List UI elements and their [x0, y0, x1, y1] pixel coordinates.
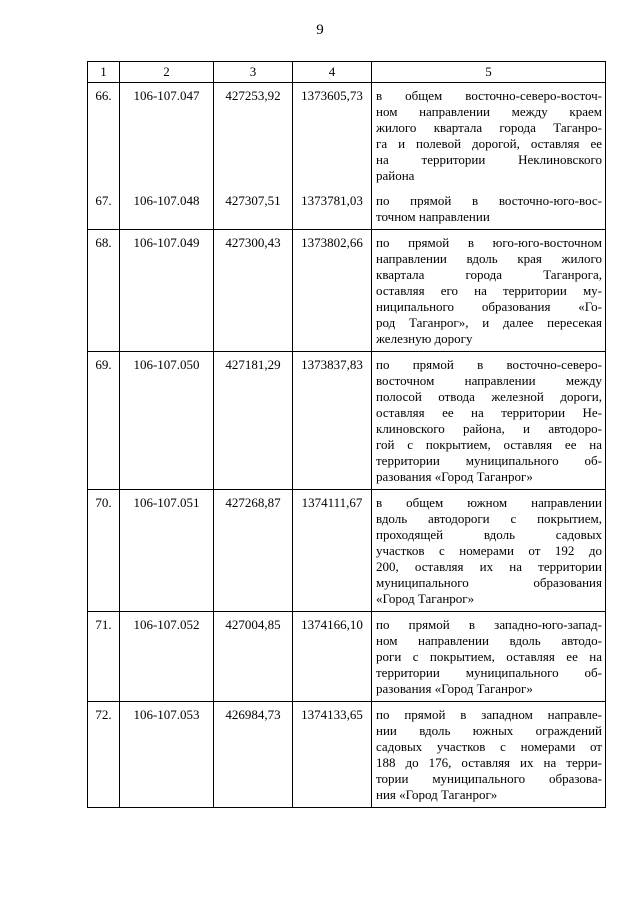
description-line: в общем южном направлении [376, 495, 602, 510]
coordinate-x: 427307,51 [214, 188, 293, 230]
column-header-2: 2 [120, 62, 214, 83]
row-number: 66. [88, 83, 120, 189]
column-header-1: 1 [88, 62, 120, 83]
description-line: оставляя ее на территории Не- [376, 405, 602, 420]
coordinate-y: 1374166,10 [293, 612, 372, 702]
boundary-description [372, 702, 606, 808]
point-code: 106-107.051 [120, 490, 214, 612]
description-line: разования «Город Таганрог» [376, 469, 533, 484]
boundary-description [372, 83, 606, 189]
row-number: 72. [88, 702, 120, 808]
coordinate-x: 427004,85 [214, 612, 293, 702]
description-line: территории муниципального об- [376, 665, 602, 680]
column-header-4: 4 [293, 62, 372, 83]
table-row [88, 188, 606, 230]
row-number: 69. [88, 352, 120, 490]
boundary-description [372, 490, 606, 612]
point-code: 106-107.047 [120, 83, 214, 189]
description-line: ниципального образования «Го- [376, 299, 602, 314]
coordinate-y: 1374111,67 [293, 490, 372, 612]
description-line: жилого квартала города Таганро- [376, 120, 602, 135]
description-line: участков с номерами от 192 до [376, 543, 602, 558]
column-header-3: 3 [214, 62, 293, 83]
description-line: проходящей вдоль садовых [376, 527, 602, 542]
table-body [88, 83, 606, 808]
description-line: территории муниципального об- [376, 453, 602, 468]
description-line: садовых участков с номерами от [376, 739, 602, 754]
description-line: железную дорогу [376, 331, 473, 346]
coordinate-x: 426984,73 [214, 702, 293, 808]
description-line: по прямой в западном направле- [376, 707, 602, 722]
row-number: 68. [88, 230, 120, 352]
description-line: ния «Город Таганрог» [376, 787, 498, 802]
point-code: 106-107.049 [120, 230, 214, 352]
boundary-description [372, 230, 606, 352]
description-line: «Город Таганрог» [376, 591, 475, 606]
description-line: по прямой в восточно-юго-вос- [376, 193, 602, 208]
table-header-row [88, 62, 606, 83]
column-header-5: 5 [372, 62, 606, 83]
table-row [88, 612, 606, 702]
table-row [88, 702, 606, 808]
boundary-description [372, 612, 606, 702]
description-line: ном направлении вдоль автодо- [376, 633, 602, 648]
point-code: 106-107.053 [120, 702, 214, 808]
coordinate-y: 1373605,73 [293, 83, 372, 189]
row-number: 70. [88, 490, 120, 612]
description-line: клиновского района, и автодоро- [376, 421, 602, 436]
description-line: района [376, 168, 415, 183]
description-line: 188 до 176, оставляя их на терри- [376, 755, 602, 770]
description-line: по прямой в западно-юго-запад- [376, 617, 602, 632]
row-number: 71. [88, 612, 120, 702]
description-line: ном направлении между краем [376, 104, 602, 119]
coordinate-x: 427181,29 [214, 352, 293, 490]
boundary-points-table [87, 61, 606, 808]
point-code: 106-107.048 [120, 188, 214, 230]
description-line: по прямой в юго-юго-восточном [376, 235, 602, 250]
table-row [88, 352, 606, 490]
coordinate-y: 1373781,03 [293, 188, 372, 230]
description-line: на территории Неклиновского [376, 152, 602, 167]
description-line: 200, оставляя их на территории [376, 559, 602, 574]
coordinate-x: 427253,92 [214, 83, 293, 189]
description-line: в общем восточно-северо-восточ- [376, 88, 602, 103]
description-line: га и полевой дорогой, оставляя ее [376, 136, 602, 151]
coordinate-y: 1373837,83 [293, 352, 372, 490]
page-number: 9 [316, 22, 324, 38]
coordinate-x: 427300,43 [214, 230, 293, 352]
table-row [88, 490, 606, 612]
description-line: нии вдоль южных ограждений [376, 723, 602, 738]
description-line: вдоль автодороги с покрытием, [376, 511, 602, 526]
description-line: тории муниципального образова- [376, 771, 602, 786]
description-line: род Таганрог», и далее пересекая [376, 315, 602, 330]
description-line: по прямой в восточно-северо- [376, 357, 602, 372]
coordinate-x: 427268,87 [214, 490, 293, 612]
coordinate-y: 1373802,66 [293, 230, 372, 352]
description-line: оставляя его на территории му- [376, 283, 602, 298]
description-line: восточном направлении между [376, 373, 602, 388]
description-line: разования «Город Таганрог» [376, 681, 533, 696]
coordinate-y: 1374133,65 [293, 702, 372, 808]
table-row [88, 83, 606, 189]
row-number: 67. [88, 188, 120, 230]
point-code: 106-107.050 [120, 352, 214, 490]
description-line: квартала города Таганрога, [376, 267, 602, 282]
description-line: точном направлении [376, 209, 490, 224]
table-row [88, 230, 606, 352]
description-line: гой с покрытием, оставляя ее на [376, 437, 602, 452]
boundary-description [372, 188, 606, 230]
description-line: роги с покрытием, оставляя ее на [376, 649, 602, 664]
boundary-description [372, 352, 606, 490]
description-line: полосой отвода железной дороги, [376, 389, 602, 404]
description-line: муниципального образования [376, 575, 602, 590]
description-line: направлении вдоль края жилого [376, 251, 602, 266]
point-code: 106-107.052 [120, 612, 214, 702]
